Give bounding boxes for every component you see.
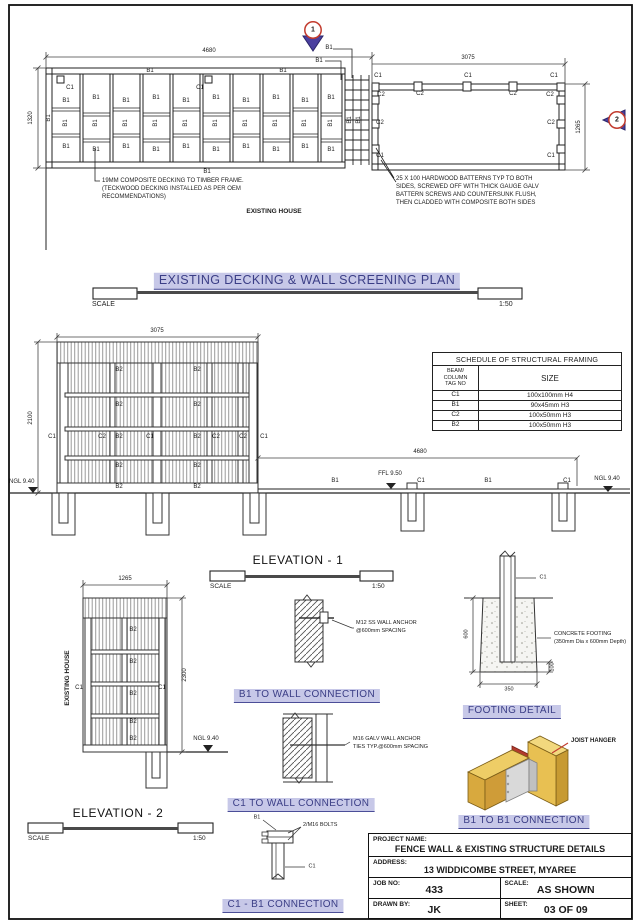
job-cell	[369, 878, 501, 898]
joist-label: B1	[213, 119, 219, 127]
rail-label: B2	[115, 484, 123, 490]
screen-wall-plan	[372, 82, 565, 182]
plan-title: EXISTING DECKING & WALL SCREENING PLAN	[154, 273, 460, 290]
beam-label: B1	[253, 814, 261, 821]
column-label: C1	[547, 153, 555, 159]
dim-screen-depth: 1265	[576, 120, 582, 134]
joist-label: B1	[122, 98, 130, 104]
detail-joist-hanger	[468, 736, 568, 810]
title-block-job-scale-row	[369, 878, 631, 899]
beam-label: B1	[203, 169, 211, 175]
column-label: C1	[260, 434, 268, 440]
decking-note-line: 19MM COMPOSITE DECKING TO TIMBER FRAME.	[102, 178, 244, 184]
joist-label: B1	[212, 147, 220, 153]
column-label: C2	[509, 91, 517, 97]
project-value: FENCE WALL & EXISTING STRUCTURE DETAILS	[394, 844, 606, 854]
footing-title: FOOTING DETAIL	[463, 705, 561, 719]
scale-cell	[501, 878, 632, 898]
footing-dim-cover: 100	[549, 662, 556, 672]
drawn-value: JK	[427, 904, 441, 916]
joist-label: B1	[92, 95, 100, 101]
joist-label: B1	[153, 119, 159, 127]
column-label: C1	[158, 685, 166, 691]
joist-label: B1	[182, 144, 190, 150]
dim-elev2-height: 2300	[182, 668, 188, 682]
joist-label: B1	[242, 98, 250, 104]
dim-screen-width: 3075	[461, 55, 475, 61]
column-label: C1	[196, 85, 204, 91]
column-label: C1	[539, 574, 547, 581]
scale-label: SCALE	[28, 835, 50, 842]
elevation1-title: ELEVATION - 1	[252, 553, 344, 567]
battens-note-line: SIDES, SCREWED OFF WITH THICK GAUGE GALV	[396, 184, 539, 190]
beam-label: B1	[484, 478, 492, 484]
job-value: 433	[425, 884, 444, 896]
joist-label: B1	[302, 119, 308, 127]
sheet-cell	[501, 899, 632, 918]
rail-label: B2	[129, 719, 137, 725]
column-label: C2	[547, 120, 555, 126]
scale-value: 1:50	[193, 835, 206, 842]
dim-deck-depth: 1320	[28, 111, 34, 125]
column-label: C1	[563, 478, 571, 484]
c1-wall-note-line: TIES TYP.@600mm SPACING	[353, 744, 428, 750]
c1-b1-title: C1 - B1 CONNECTION	[222, 899, 343, 913]
schedule-table	[432, 352, 622, 431]
project-label: PROJECT NAME:	[373, 836, 427, 843]
existing-house-label: EXISTING HOUSE	[63, 650, 71, 706]
ngl-label: NGL 9.40	[9, 479, 35, 485]
joist-hanger-callout: JOIST HANGER	[571, 738, 617, 744]
joist-label: B1	[242, 144, 250, 150]
drawn-label: DRAWN BY:	[373, 901, 411, 908]
battens-note-line: 25 X 100 HARDWOOD BATTERNS TYP TO BOTH	[396, 176, 533, 182]
joist-label: B1	[272, 95, 280, 101]
footing-dim-width: 350	[504, 686, 514, 693]
dim-elev1-deck: 4680	[413, 449, 427, 455]
schedule-cell-size: 90x45mm H3	[530, 402, 570, 409]
rail-label: B2	[129, 691, 137, 697]
joist-label: B1	[327, 147, 335, 153]
detail-c1-wall	[283, 713, 350, 783]
title-block-project-row	[369, 834, 631, 857]
schedule-header-tag-line: TAG NO	[445, 381, 466, 388]
schedule-cell-tag: C2	[433, 411, 479, 420]
drawn-cell	[369, 899, 501, 918]
schedule-header-tag-line: BEAM/	[446, 367, 465, 374]
elevation1-scalebar-line	[245, 575, 360, 578]
schedule-cell-tag: C1	[433, 391, 479, 400]
column-label: C2	[377, 92, 385, 98]
rail-label: B2	[193, 434, 201, 440]
detail-c1-b1	[262, 820, 305, 879]
column-label: C1	[146, 434, 154, 440]
column-label: C1	[550, 73, 558, 79]
sheet-scale-label: SCALE:	[504, 880, 529, 887]
decking-note-line: (TECKWOOD DECKING INSTALLED AS PER OEM	[102, 186, 241, 192]
dim-elev1-width: 3075	[150, 328, 164, 334]
rail-label: B2	[115, 367, 123, 373]
section-marker-1-number: 1	[311, 26, 315, 34]
sheet-number-value: 03 OF 09	[543, 904, 588, 916]
beam-label: B1	[356, 116, 362, 124]
address-value: 13 WIDDICOMBE STREET, MYAREE	[423, 865, 577, 875]
elevation2-scalebar-line	[63, 827, 178, 830]
column-label: C1	[308, 863, 316, 870]
schedule-header	[433, 366, 621, 391]
plan-scalebar-line	[137, 291, 478, 294]
schedule-cell-size: 100x50mm H3	[528, 422, 572, 429]
rail-label: B2	[115, 434, 123, 440]
plan-dimensions	[33, 52, 590, 173]
beam-label: B1	[279, 68, 287, 74]
beam-label: B1	[146, 68, 154, 74]
column-label: C2	[98, 434, 106, 440]
job-label: JOB NO:	[373, 880, 401, 887]
joist-label: B1	[152, 95, 160, 101]
joist-label: B1	[122, 144, 130, 150]
column-label: C1	[66, 85, 74, 91]
battens-note-line: BATTERN SCREWS AND COUNTERSUNK FLUSH,	[396, 192, 537, 198]
scale-label: SCALE	[210, 583, 232, 590]
schedule-row	[433, 401, 621, 411]
b1-wall-note-line: @600mm SPACING	[356, 628, 406, 634]
column-label: C1	[374, 73, 382, 79]
joist-label: B1	[93, 119, 99, 127]
existing-house-label: EXISTING HOUSE	[246, 207, 302, 215]
ffl-label: FFL 9.50	[378, 471, 402, 477]
sheet-scale-value: AS SHOWN	[536, 884, 595, 896]
schedule-title: SCHEDULE OF STRUCTURAL FRAMING	[433, 353, 621, 366]
schedule-row	[433, 411, 621, 421]
column-label: C1	[75, 685, 83, 691]
section-marker-2-number: 2	[615, 116, 619, 124]
dim-deck-width: 4680	[202, 48, 216, 54]
b1-wall-note-line: M12 SS WALL ANCHOR	[356, 620, 417, 626]
schedule-row	[433, 421, 621, 430]
beam-label: B1	[46, 114, 52, 122]
scale-value: 1:50	[372, 583, 385, 590]
joist-label: B1	[63, 119, 69, 127]
address-label: ADDRESS:	[373, 859, 407, 866]
schedule-header-tag-line: COLUMN	[443, 374, 468, 381]
joist-label: B1	[62, 144, 70, 150]
c1-wall-title: C1 TO WALL CONNECTION	[228, 798, 375, 812]
title-block-address-row	[369, 857, 631, 878]
joist-label: B1	[301, 98, 309, 104]
column-label: C2	[212, 434, 220, 440]
ngl-label: NGL 9.40	[594, 476, 620, 482]
joist-label: B1	[183, 119, 189, 127]
column-label: C1	[376, 153, 384, 159]
beam-label: B1	[347, 116, 353, 124]
rail-label: B2	[129, 736, 137, 742]
joist-label: B1	[243, 119, 249, 127]
elevation-2	[81, 580, 232, 788]
joist-label: B1	[273, 119, 279, 127]
dim-elev1-height: 2100	[28, 411, 34, 425]
joist-label: B1	[152, 147, 160, 153]
footing-note-line: (350mm Dia x 600mm Depth)	[554, 639, 627, 645]
beam-leader-label: B1	[325, 45, 333, 51]
detail-footing	[464, 551, 553, 688]
joist-label: B1	[123, 119, 129, 127]
dim-elev2-width: 1265	[118, 576, 132, 582]
schedule-cell-size: 100x50mm H3	[528, 412, 572, 419]
b1-wall-title: B1 TO WALL CONNECTION	[234, 689, 380, 703]
joist-label: B1	[62, 98, 70, 104]
joist-label: B1	[182, 98, 190, 104]
column-label: C1	[417, 478, 425, 484]
schedule-cell-tag: B1	[433, 401, 479, 410]
detail-b1-wall	[295, 595, 354, 667]
rail-label: B2	[129, 627, 137, 633]
rail-label: B2	[193, 402, 201, 408]
title-block	[368, 833, 632, 919]
joist-label: B1	[328, 119, 334, 127]
schedule-cell-tag: B2	[433, 421, 479, 430]
footing-dim-depth: 600	[463, 629, 470, 639]
rail-label: B2	[193, 484, 201, 490]
rail-label: B2	[115, 463, 123, 469]
column-label: C2	[376, 120, 384, 126]
schedule-cell-size: 100x100mm H4	[527, 392, 573, 399]
schedule-header-size: SIZE	[541, 373, 559, 383]
beam-leader-label: B1	[315, 58, 323, 64]
joist-label: B1	[327, 95, 335, 101]
rail-label: B2	[129, 659, 137, 665]
decking-note-line: RECOMMENDATIONS)	[102, 194, 166, 200]
c1-wall-note-line: M16 GALV WALL ANCHOR	[353, 736, 421, 742]
joist-label: B1	[212, 95, 220, 101]
joist-label: B1	[301, 144, 309, 150]
column-label: C1	[464, 73, 472, 79]
sheet-number-label: SHEET:	[504, 901, 528, 908]
rail-label: B2	[193, 463, 201, 469]
ngl-label: NGL 9.40	[193, 736, 219, 742]
scale-value: 1:50	[499, 301, 513, 308]
schedule-row	[433, 391, 621, 401]
joist-label: B1	[272, 147, 280, 153]
column-label: C2	[546, 92, 554, 98]
schedule-header-tag	[433, 366, 479, 390]
joist-label: B1	[92, 147, 100, 153]
column-label: C1	[48, 434, 56, 440]
battens-note-line: THEN CLADDED WITH COMPOSITE BOTH SIDES	[396, 200, 536, 206]
column-label: C2	[416, 91, 424, 97]
title-block-drawn-sheet-row	[369, 899, 631, 918]
rail-label: B2	[115, 402, 123, 408]
beam-label: B1	[331, 478, 339, 484]
scale-label: SCALE	[92, 301, 115, 308]
elevation2-title: ELEVATION - 2	[72, 806, 164, 820]
b1-b1-title: B1 TO B1 CONNECTION	[458, 815, 589, 829]
footing-note-line: CONCRETE FOOTING	[554, 631, 612, 637]
bolts-note: 2/M16 BOLTS	[303, 822, 338, 828]
column-label: C2	[239, 434, 247, 440]
rail-label: B2	[193, 367, 201, 373]
